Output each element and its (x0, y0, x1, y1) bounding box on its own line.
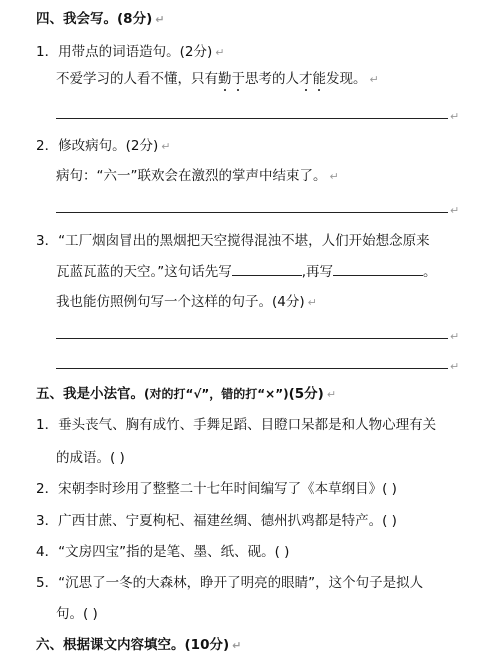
q3-line3: 我也能仿照例句写一个这样的句子。(4分) ↵ (56, 294, 317, 310)
answer-line-q1[interactable] (56, 118, 448, 119)
paragraph-mark: ↵ (450, 330, 460, 343)
dotted-word-qin: 勤 (218, 71, 232, 87)
judge-item-3[interactable]: 3．广西甘蔗、宁夏枸杞、福建丝绸、德州扒鸡都是特产。( ) (36, 513, 397, 529)
judge-item-1-line1: 1．垂头丧气、胸有成竹、手舞足蹈、目瞪口呆都是和人物心理有关 (36, 417, 437, 433)
judge-item-2[interactable]: 2．宋朝李时珍用了整整二十七年时间编写了《本草纲目》( ) (36, 481, 397, 497)
judge-item-5-line2[interactable]: 句。( ) (56, 606, 98, 622)
section-4-heading: 四、我会写。(8分) ↵ (36, 11, 165, 27)
answer-line-q3b[interactable] (56, 368, 448, 369)
judge-item-5-line1: 5．“沉思了一冬的大森林，睁开了明亮的眼睛”，这个句子是拟人 (36, 575, 424, 591)
paragraph-mark: ↵ (450, 360, 460, 373)
dotted-word-yu: 于 (231, 71, 245, 87)
q2-sentence: 病句：“六一”联欢会在激烈的掌声中结束了。 ↵ (56, 168, 339, 184)
section-6-heading: 六、根据课文内容填空。(10分) ↵ (36, 637, 242, 653)
dotted-word-cai: 才 (299, 71, 313, 87)
judge-item-4[interactable]: 4．“文房四宝”指的是笔、墨、纸、砚。( ) (36, 544, 290, 560)
judge-item-1-line2[interactable]: 的成语。( ) (56, 450, 125, 466)
q3-line1: 3．“工厂烟囱冒出的黑烟把天空搅得混浊不堪，人们开始想念原来 (36, 233, 430, 249)
dotted-word-neng: 能 (312, 71, 326, 87)
answer-line-q3a[interactable] (56, 338, 448, 339)
answer-line-q2[interactable] (56, 212, 448, 213)
q3-line2: 瓦蓝瓦蓝的天空。”这句话先写 ,再写 。 (56, 264, 437, 280)
q3-blank-1[interactable] (232, 262, 302, 276)
q3-blank-2[interactable] (333, 262, 423, 276)
q2-label: 2．修改病句。(2分) ↵ (36, 138, 171, 154)
paragraph-mark: ↵ (450, 204, 460, 217)
q1-label: 1．用带点的词语造句。(2分) ↵ (36, 44, 225, 60)
q1-sentence: 不爱学习的人看不懂，只有勤于思考的人才能发现。 ↵ (56, 71, 379, 87)
section-5-heading: 五、我是小法官。(对的打“√”，错的打“×”)(5分) ↵ (36, 386, 337, 402)
paragraph-mark: ↵ (450, 110, 460, 123)
